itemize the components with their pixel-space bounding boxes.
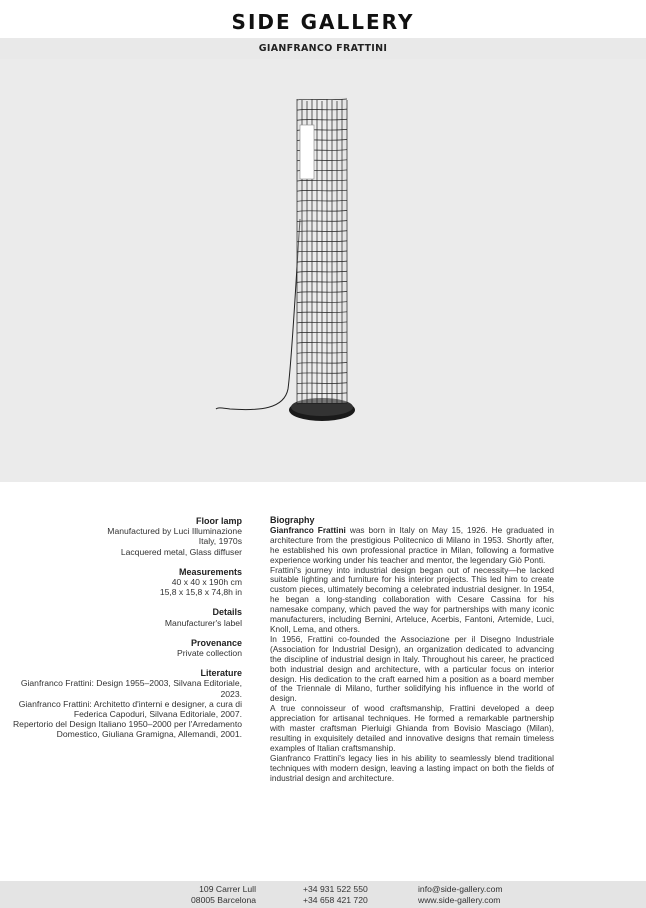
literature-label: Literature: [200, 668, 242, 679]
page-header: [0, 0, 646, 38]
address-line: 109 Carrer Lull: [199, 884, 256, 894]
phone-number[interactable]: +34 931 522 550: [303, 884, 368, 894]
artist-name: GIANFRANCO FRATTINI: [258, 43, 388, 54]
biography-paragraph: Gianfranco Frattini's legacy lies in his ability to seamlessly blend traditional techniques with modern design, leaving a lasting impact on both the fields of industrial design and architecture.: [270, 752, 554, 783]
details-label: Details: [212, 607, 242, 618]
details-block: [8, 607, 242, 627]
literature-entry: Gianfranco Frattini: Design 1955–2003, Silvana Editoriale, 2023.: [20, 678, 242, 699]
details-text: Manufacturer's label: [164, 617, 242, 628]
measurements-cm: 40 x 40 x 190h cm: [171, 577, 242, 588]
biography-label: Biography: [270, 515, 315, 525]
biography-paragraph: A true connoisseur of wood craftsmanship, Frattini developed a deep appreciation for artisanal techniques. He formed a remarkable partnership with master craftsman Pierluigi Ghianda from Bovisio Masciago (Milan), resulting in exquisitely detailed and innovative designs that remain timeless examples of Italian craftsmanship.: [270, 703, 554, 753]
literature-block: [8, 668, 242, 739]
literature-entry: Repertorio del Design Italiano 1950–2000 per l'Arredamento Domestico, Giuliana Gramigna, Allemandi, 2001.: [12, 719, 242, 740]
object-line: Italy, 1970s: [198, 536, 242, 547]
biography-name: Gianfranco Frattini: [270, 524, 346, 535]
footer-phones: [303, 884, 393, 906]
biography-paragraph: Frattini's journey into industrial design began out of necessity—he lacked suitable lighting and furniture for his interior projects. This led him to create custom pieces, ultimately becoming a celebrated industrial designer. In 1954, he began a long-standing collaboration with Cesare Cassina for his namesake company, which paved the way for partnerships with many iconic manufacturers, including Bernini, Arteluce, Acerbis, Fantoni, Artemide, Luci, Knoll, Lema, and others.: [270, 564, 554, 634]
object-line: Manufactured by Luci Illuminazione: [107, 526, 242, 537]
phone-number[interactable]: +34 658 421 720: [303, 895, 368, 905]
email-link[interactable]: info@side-gallery.com: [418, 884, 503, 894]
page-footer: [0, 881, 646, 908]
object-block: [8, 516, 242, 557]
biography-paragraph: [270, 526, 554, 566]
provenance-label: Provenance: [190, 637, 242, 648]
object-title: Floor lamp: [195, 516, 242, 526]
gallery-logo: SIDE GALLERY: [231, 10, 415, 34]
footer-address: [176, 884, 256, 906]
biography: [270, 516, 554, 783]
measurements-in: 15,8 x 15,8 x 74,8h in: [159, 587, 242, 598]
product-photo: [0, 59, 646, 482]
biography-text: was born in Italy on May 15, 1926. He graduated in architecture from the prestigious Politecnico di Milano in 1953. Shortly after, he established his own professional practice in Milan, following a formative experience working under his teacher and mentor, the legendary Giò Ponti.: [270, 524, 555, 565]
measurements-label: Measurements: [178, 566, 242, 577]
address-line: 08005 Barcelona: [191, 895, 256, 905]
object-line: Lacquered metal, Glass diffuser: [120, 546, 242, 557]
footer-contact: [418, 884, 528, 906]
provenance-block: [8, 638, 242, 658]
floor-lamp-image: [0, 59, 646, 482]
artist-bar: [0, 38, 646, 59]
measurements-block: [8, 567, 242, 598]
literature-entry: Gianfranco Frattini: Architetto d'interni e designer, a cura di Federica Capoduri, Silvana Editoriale, 2007.: [18, 698, 242, 720]
provenance-text: Private collection: [177, 648, 242, 659]
biography-paragraph: In 1956, Frattini co-founded the Associazione per il Disegno Industriale (Association for Industrial Design), an organization dedicated to advancing the discipline of industrial design in Italy. Throughout his career, he practiced both industrial design and architecture, with a particular focus on interior design. His dedication to the craft earned him a position as a board member of the Triennale di Milano, further solidifying his influence in the world of design.: [270, 633, 554, 704]
website-link[interactable]: www.side-gallery.com: [418, 895, 501, 905]
object-info: [8, 516, 242, 750]
